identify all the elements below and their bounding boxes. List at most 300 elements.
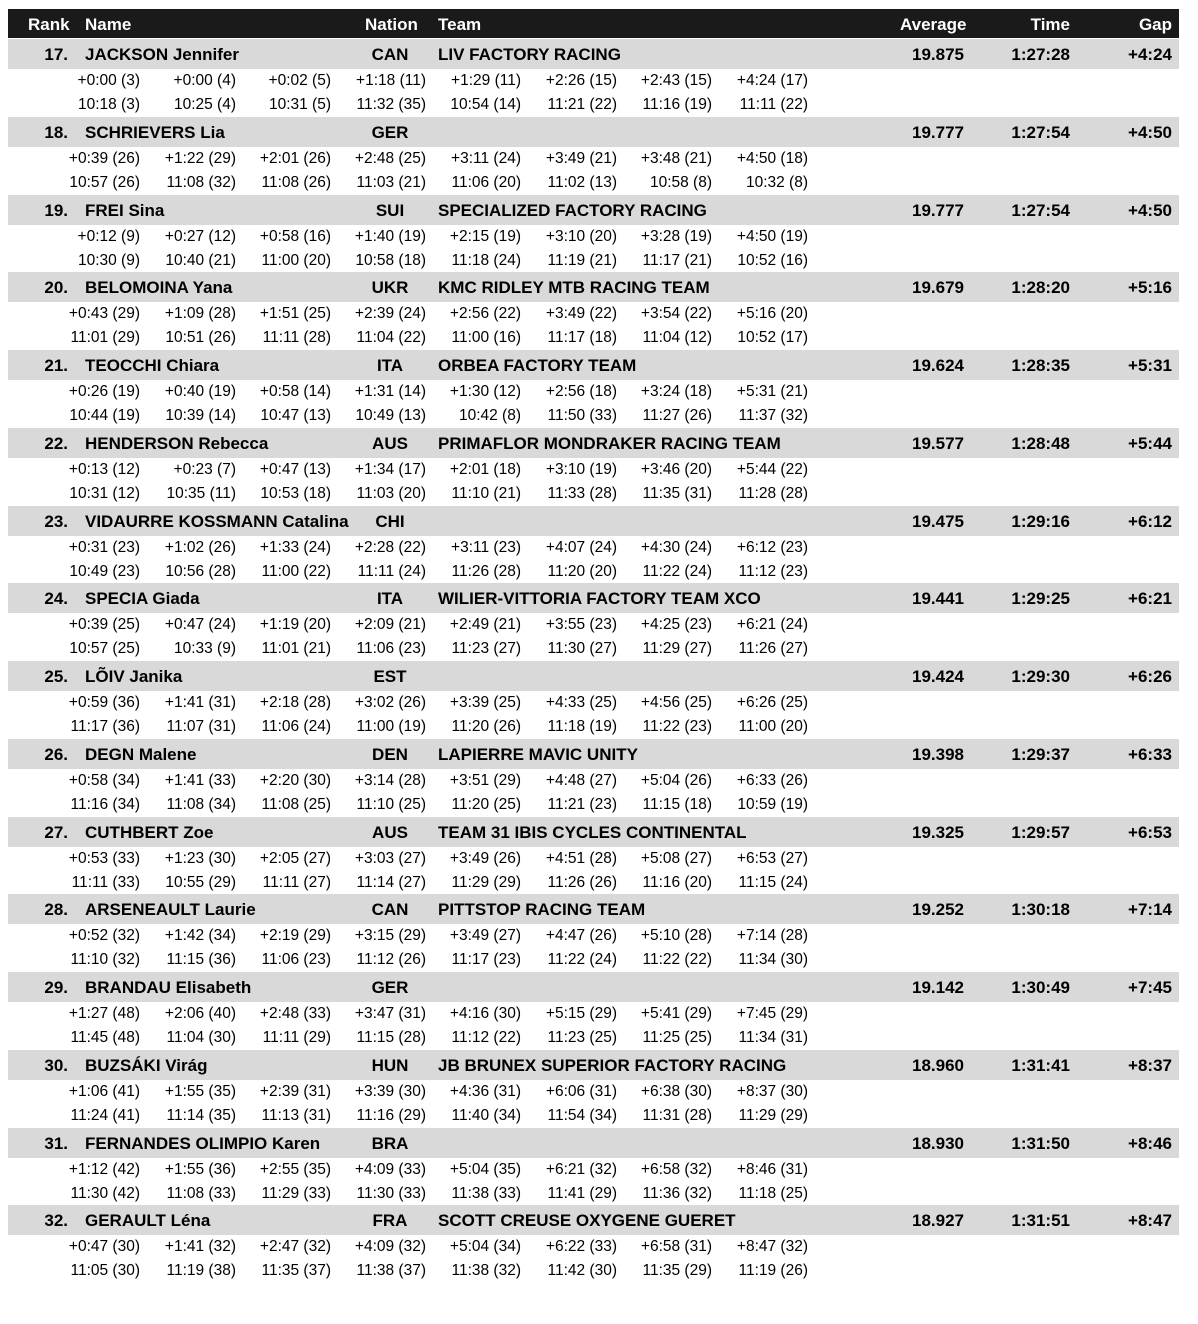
lap-gap-value: +4:24 (17) — [736, 72, 808, 89]
rider-rank: 20. — [44, 278, 68, 298]
lap-gap-value: +2:43 (15) — [640, 72, 712, 89]
lap-time-value: 11:36 (32) — [642, 1184, 712, 1202]
rider-nation: SUI — [375, 200, 405, 220]
rider-entry — [0, 972, 1198, 1050]
lap-time-value: 11:50 (33) — [547, 407, 617, 424]
lap-gap-row — [0, 1002, 1198, 1026]
lap-time-row — [0, 171, 1198, 195]
lap-gap-value: +8:47 (32) — [736, 1238, 808, 1256]
lap-gap-value: +4:36 (31) — [449, 1082, 521, 1100]
rider-gap: +5:31 — [1128, 356, 1172, 375]
lap-time-value: 11:20 (25) — [451, 795, 521, 813]
rider-team: JB BRUNEX SUPERIOR FACTORY RACING — [438, 1055, 787, 1075]
rider-rank: 18. — [44, 122, 68, 142]
lap-gap-value: +1:23 (30) — [164, 849, 236, 867]
lap-time-value: 11:19 (26) — [738, 1262, 808, 1280]
rider-rank: 32. — [44, 1211, 68, 1231]
rider-gap: +4:24 — [1128, 45, 1172, 64]
lap-time-value: 11:29 (29) — [451, 873, 521, 891]
lap-gap-value: +0:02 (5) — [268, 72, 331, 89]
rider-summary-row — [8, 972, 1179, 1002]
rider-time: 1:28:48 — [1011, 433, 1070, 453]
lap-time-value: 11:37 (32) — [738, 407, 808, 424]
lap-time-value: 11:20 (26) — [451, 718, 521, 735]
lap-gap-value: +6:38 (30) — [640, 1082, 712, 1100]
lap-time-value: 10:42 (8) — [458, 407, 521, 424]
lap-time-value: 11:16 (34) — [70, 795, 140, 813]
rider-rank: 24. — [44, 589, 68, 609]
rider-average: 19.475 — [912, 511, 964, 531]
lap-gap-row — [0, 147, 1198, 171]
lap-gap-value: +3:39 (30) — [354, 1082, 426, 1100]
rider-name: SPECIA Giada — [85, 589, 200, 609]
lap-gap-value: +1:02 (26) — [164, 538, 236, 556]
lap-time-value: 11:26 (27) — [738, 640, 808, 658]
lap-gap-value: +5:04 (34) — [449, 1238, 521, 1256]
lap-time-value: 11:18 (24) — [451, 251, 521, 269]
rider-entry — [0, 1050, 1198, 1128]
lap-gap-row — [0, 1080, 1198, 1104]
lap-gap-value: +1:12 (42) — [68, 1160, 140, 1178]
lap-time-row — [0, 637, 1198, 661]
lap-time-value: 11:22 (24) — [642, 562, 712, 580]
lap-gap-value: +2:48 (33) — [259, 1005, 331, 1022]
rider-summary-row — [8, 272, 1179, 302]
lap-gap-value: +3:54 (22) — [640, 305, 712, 323]
rider-name: FERNANDES OLIMPIO Karen — [85, 1133, 321, 1153]
lap-gap-value: +7:45 (29) — [736, 1005, 808, 1022]
lap-time-row — [0, 249, 1198, 273]
rider-rank: 28. — [44, 900, 68, 920]
rider-team: WILIER-VITTORIA FACTORY TEAM XCO — [438, 589, 761, 609]
lap-time-value: 10:32 (8) — [745, 173, 808, 191]
lap-time-value: 10:44 (19) — [69, 407, 140, 424]
lap-time-value: 11:25 (25) — [642, 1029, 712, 1046]
rider-average: 18.960 — [912, 1055, 964, 1075]
lap-gap-value: +1:55 (35) — [164, 1082, 236, 1100]
lap-gap-value: +1:22 (29) — [164, 149, 236, 167]
table-header — [8, 9, 1179, 38]
lap-gap-value: +5:08 (27) — [640, 849, 712, 867]
rider-team: KMC RIDLEY MTB RACING TEAM — [438, 278, 710, 298]
lap-gap-value: +6:12 (23) — [736, 538, 808, 556]
lap-time-value: 11:08 (26) — [261, 173, 331, 191]
rider-gap: +5:44 — [1128, 433, 1172, 453]
rider-gap: +6:26 — [1128, 667, 1172, 686]
lap-time-value: 11:23 (27) — [451, 640, 521, 658]
lap-gap-value: +1:41 (31) — [164, 694, 236, 711]
rider-nation: ITA — [376, 589, 404, 609]
rider-rank: 27. — [44, 822, 68, 842]
rider-average: 19.424 — [912, 667, 964, 686]
lap-time-value: 11:03 (21) — [356, 173, 426, 191]
lap-time-value: 11:18 (25) — [738, 1184, 808, 1202]
rider-gap: +6:21 — [1128, 589, 1172, 609]
rider-average: 18.930 — [912, 1133, 964, 1153]
lap-gap-value: +5:44 (22) — [736, 460, 808, 478]
lap-gap-value: +3:51 (29) — [449, 771, 521, 789]
rider-average: 18.927 — [912, 1211, 964, 1231]
rider-name: BELOMOINA Yana — [85, 278, 233, 298]
lap-time-value: 11:21 (22) — [547, 96, 617, 113]
lap-time-value: 11:11 (33) — [71, 873, 140, 891]
lap-gap-value: +2:09 (21) — [354, 616, 426, 634]
rider-gap: +6:12 — [1128, 511, 1172, 531]
lap-time-value: 11:07 (31) — [166, 718, 236, 735]
rider-time: 1:27:54 — [1011, 200, 1070, 220]
lap-time-value: 10:52 (17) — [737, 329, 808, 347]
lap-time-value: 11:38 (37) — [356, 1262, 426, 1280]
rider-nation: GER — [371, 122, 409, 142]
rider-nation: EST — [373, 667, 407, 686]
lap-gap-row — [0, 1158, 1198, 1182]
rider-nation: CAN — [371, 45, 409, 64]
rider-entry — [0, 739, 1198, 817]
average-column-header: Average — [900, 15, 967, 34]
lap-time-value: 10:18 (3) — [77, 96, 140, 113]
lap-time-value: 10:31 (12) — [69, 484, 140, 502]
rider-gap: +4:50 — [1128, 122, 1172, 142]
lap-gap-value: +4:50 (18) — [736, 149, 808, 167]
rider-gap: +8:46 — [1128, 1133, 1172, 1153]
lap-time-value: 11:15 (18) — [642, 795, 712, 813]
rider-gap: +8:47 — [1128, 1211, 1172, 1231]
lap-gap-value: +0:52 (32) — [68, 927, 140, 945]
rider-rank: 25. — [44, 667, 68, 686]
lap-time-value: 11:38 (32) — [451, 1262, 521, 1280]
rider-time: 1:30:18 — [1011, 900, 1070, 920]
lap-gap-value: +6:22 (33) — [545, 1238, 617, 1256]
lap-gap-value: +1:19 (20) — [259, 616, 331, 634]
lap-time-value: 11:32 (35) — [356, 96, 426, 113]
lap-gap-value: +1:30 (12) — [449, 383, 521, 400]
lap-gap-value: +3:49 (26) — [449, 849, 521, 867]
lap-gap-row — [0, 847, 1198, 871]
lap-gap-value: +1:55 (36) — [164, 1160, 236, 1178]
rider-name: HENDERSON Rebecca — [85, 433, 269, 453]
lap-gap-value: +4:51 (28) — [545, 849, 617, 867]
lap-gap-value: +4:09 (32) — [354, 1238, 426, 1256]
nation-column-header: Nation — [365, 15, 418, 34]
lap-gap-value: +1:51 (25) — [259, 305, 331, 323]
lap-time-value: 11:26 (26) — [547, 873, 617, 891]
rider-gap: +6:33 — [1128, 744, 1172, 764]
lap-time-value: 11:00 (16) — [451, 329, 521, 347]
lap-time-row — [0, 948, 1198, 972]
lap-time-value: 11:14 (35) — [166, 1106, 236, 1124]
lap-time-value: 11:16 (20) — [642, 873, 712, 891]
lap-time-value: 11:31 (28) — [642, 1106, 712, 1124]
lap-gap-value: +3:10 (20) — [545, 227, 617, 245]
lap-time-value: 11:23 (25) — [547, 1029, 617, 1046]
lap-time-row — [0, 93, 1198, 117]
lap-gap-value: +4:47 (26) — [545, 927, 617, 945]
lap-time-value: 10:30 (9) — [77, 251, 140, 269]
lap-time-value: 10:47 (13) — [260, 407, 331, 424]
lap-time-value: 10:35 (11) — [166, 484, 236, 502]
rider-summary-row — [8, 195, 1179, 225]
lap-time-value: 11:21 (23) — [547, 795, 617, 813]
lap-time-value: 10:56 (28) — [165, 562, 236, 580]
rider-entry — [0, 39, 1198, 117]
lap-time-value: 11:35 (31) — [642, 484, 712, 502]
rider-entry — [0, 817, 1198, 895]
lap-time-value: 11:35 (29) — [642, 1262, 712, 1280]
lap-gap-value: +1:34 (17) — [354, 460, 426, 478]
rider-name: GERAULT Léna — [85, 1211, 211, 1231]
rider-name: BRANDAU Elisabeth — [85, 978, 252, 997]
lap-gap-row — [0, 1235, 1198, 1259]
lap-time-value: 10:57 (25) — [69, 640, 140, 658]
rider-summary-row — [8, 1128, 1179, 1158]
rider-entry — [0, 428, 1198, 506]
lap-gap-value: +6:58 (32) — [640, 1160, 712, 1178]
lap-gap-value: +0:26 (19) — [68, 383, 140, 400]
lap-gap-value: +6:53 (27) — [736, 849, 808, 867]
lap-time-value: 11:04 (30) — [166, 1029, 236, 1046]
lap-time-value: 10:54 (14) — [450, 96, 521, 113]
lap-gap-value: +1:41 (33) — [164, 771, 236, 789]
rider-rank: 19. — [44, 200, 68, 220]
lap-gap-value: +2:55 (35) — [259, 1160, 331, 1178]
lap-gap-value: +0:58 (14) — [259, 383, 331, 400]
lap-time-value: 11:02 (13) — [547, 173, 617, 191]
lap-time-value: 11:06 (20) — [451, 173, 521, 191]
lap-time-value: 11:04 (12) — [642, 329, 712, 347]
lap-time-value: 10:49 (23) — [69, 562, 140, 580]
lap-time-value: 11:08 (32) — [166, 173, 236, 191]
lap-time-value: 11:00 (22) — [261, 562, 331, 580]
lap-gap-value: +2:56 (18) — [545, 383, 617, 400]
lap-time-value: 11:06 (24) — [261, 718, 331, 735]
rider-average: 19.252 — [912, 900, 964, 920]
lap-time-value: 10:59 (19) — [737, 795, 808, 813]
rider-nation: BRA — [371, 1133, 409, 1153]
time-column-header: Time — [1030, 15, 1070, 34]
rider-nation: UKR — [371, 278, 409, 298]
rider-average: 19.142 — [912, 978, 964, 997]
rider-team: LAPIERRE MAVIC UNITY — [438, 744, 638, 764]
gap-column-header: Gap — [1138, 15, 1172, 34]
lap-time-value: 11:54 (34) — [547, 1106, 617, 1124]
lap-gap-row — [0, 380, 1198, 404]
rider-team: LIV FACTORY RACING — [438, 45, 621, 64]
lap-gap-value: +5:41 (29) — [640, 1005, 712, 1022]
rider-entry — [0, 894, 1198, 972]
rider-rank: 26. — [44, 744, 68, 764]
lap-time-value: 11:05 (30) — [70, 1262, 140, 1280]
rider-time: 1:31:50 — [1011, 1133, 1070, 1153]
lap-time-row — [0, 326, 1198, 350]
lap-time-value: 10:52 (16) — [737, 251, 808, 269]
rider-rank: 29. — [44, 978, 68, 997]
lap-time-value: 11:11 (29) — [262, 1029, 331, 1046]
rider-nation: ITA — [376, 356, 404, 375]
lap-time-value: 11:29 (33) — [261, 1184, 331, 1202]
lap-gap-value: +3:11 (23) — [451, 538, 521, 556]
rider-nation: DEN — [372, 744, 408, 764]
rider-summary-row — [8, 817, 1179, 847]
rider-summary-row — [8, 39, 1179, 69]
lap-gap-value: +2:56 (22) — [449, 305, 521, 323]
lap-gap-value: +0:53 (33) — [68, 849, 140, 867]
lap-gap-value: +3:24 (18) — [640, 383, 712, 400]
lap-time-value: 11:04 (22) — [356, 329, 426, 347]
rider-time: 1:31:41 — [1011, 1055, 1070, 1075]
lap-gap-value: +0:31 (23) — [68, 538, 140, 556]
lap-gap-value: +0:39 (25) — [68, 616, 140, 634]
lap-gap-value: +0:58 (34) — [68, 771, 140, 789]
lap-gap-value: +6:26 (25) — [736, 694, 808, 711]
lap-gap-value: +3:49 (27) — [449, 927, 521, 945]
rider-entry — [0, 117, 1198, 195]
lap-gap-value: +1:42 (34) — [164, 927, 236, 945]
lap-time-value: 11:01 (29) — [70, 329, 140, 347]
rider-average: 19.577 — [912, 433, 964, 453]
lap-gap-value: +3:49 (21) — [545, 149, 617, 167]
lap-time-row — [0, 482, 1198, 506]
lap-time-value: 11:27 (26) — [642, 407, 712, 424]
lap-gap-value: +3:15 (29) — [354, 927, 426, 945]
lap-gap-value: +6:21 (32) — [545, 1160, 617, 1178]
lap-gap-value: +6:33 (26) — [736, 771, 808, 789]
lap-gap-value: +5:04 (35) — [449, 1160, 521, 1178]
rider-average: 19.624 — [912, 356, 964, 375]
rider-summary-row — [8, 117, 1179, 147]
lap-time-value: 11:11 (27) — [262, 873, 331, 891]
lap-time-value: 11:40 (34) — [451, 1106, 521, 1124]
rider-name: SCHRIEVERS Lia — [85, 122, 225, 142]
rider-gap: +4:50 — [1128, 200, 1172, 220]
lap-time-value: 11:24 (41) — [70, 1106, 140, 1124]
lap-gap-value: +2:20 (30) — [259, 771, 331, 789]
lap-time-value: 11:38 (33) — [451, 1184, 521, 1202]
lap-gap-value: +3:10 (19) — [545, 460, 617, 478]
rider-entry — [0, 1205, 1198, 1283]
rider-time: 1:29:16 — [1011, 511, 1070, 531]
rider-time: 1:30:49 — [1011, 978, 1070, 997]
lap-time-value: 11:01 (21) — [261, 640, 331, 658]
lap-gap-value: +2:06 (40) — [164, 1005, 236, 1022]
lap-gap-value: +0:47 (30) — [68, 1238, 140, 1256]
rider-time: 1:29:30 — [1011, 667, 1070, 686]
rider-gap: +6:53 — [1128, 822, 1172, 842]
lap-time-value: 11:33 (28) — [547, 484, 617, 502]
lap-gap-value: +0:12 (9) — [77, 227, 140, 245]
rider-rank: 30. — [44, 1055, 68, 1075]
team-column-header: Team — [438, 15, 482, 34]
rider-entry — [0, 195, 1198, 273]
rider-entry — [0, 272, 1198, 350]
lap-time-row — [0, 871, 1198, 895]
lap-time-value: 11:11 (22) — [739, 96, 808, 113]
rider-summary-row — [8, 428, 1179, 458]
rank-column-header: Rank — [28, 15, 70, 34]
lap-gap-value: +2:47 (32) — [259, 1238, 331, 1256]
lap-gap-value: +2:48 (25) — [354, 149, 426, 167]
lap-gap-value: +8:46 (31) — [736, 1160, 808, 1178]
lap-gap-row — [0, 536, 1198, 560]
lap-time-value: 11:34 (30) — [738, 951, 808, 969]
rider-summary-row — [8, 1050, 1179, 1080]
lap-time-value: 10:57 (26) — [69, 173, 140, 191]
rider-nation: AUS — [372, 433, 408, 453]
lap-gap-value: +1:06 (41) — [68, 1082, 140, 1100]
rider-entry — [0, 661, 1198, 739]
lap-time-value: 11:15 (36) — [166, 951, 236, 969]
lap-gap-value: +1:29 (11) — [451, 72, 521, 89]
lap-gap-value: +2:28 (22) — [354, 538, 426, 556]
lap-gap-row — [0, 691, 1198, 715]
lap-time-value: 10:53 (18) — [260, 484, 331, 502]
lap-gap-value: +0:43 (29) — [68, 305, 140, 323]
lap-gap-value: +1:18 (11) — [356, 72, 426, 89]
rider-gap: +8:37 — [1128, 1055, 1172, 1075]
lap-gap-value: +0:59 (36) — [68, 694, 140, 711]
lap-time-value: 11:30 (33) — [356, 1184, 426, 1202]
rider-rank: 23. — [44, 511, 68, 531]
lap-time-row — [0, 715, 1198, 739]
lap-gap-row — [0, 458, 1198, 482]
lap-time-value: 11:12 (22) — [451, 1029, 521, 1046]
lap-gap-value: +3:39 (25) — [449, 694, 521, 711]
lap-gap-value: +2:26 (15) — [545, 72, 617, 89]
lap-time-row — [0, 560, 1198, 584]
lap-time-row — [0, 1182, 1198, 1206]
lap-gap-value: +4:48 (27) — [545, 771, 617, 789]
rider-rank: 21. — [44, 356, 68, 375]
lap-time-value: 10:33 (9) — [173, 640, 236, 658]
lap-gap-value: +5:31 (21) — [736, 383, 808, 400]
rider-name: VIDAURRE KOSSMANN Catalina — [85, 511, 349, 531]
lap-gap-value: +3:55 (23) — [545, 616, 617, 634]
lap-gap-value: +0:39 (26) — [68, 149, 140, 167]
lap-gap-value: +0:00 (3) — [77, 72, 140, 89]
rider-name: TEOCCHI Chiara — [85, 356, 220, 375]
lap-gap-value: +0:00 (4) — [173, 72, 236, 89]
lap-time-value: 11:08 (25) — [261, 795, 331, 813]
rider-time: 1:29:25 — [1011, 589, 1070, 609]
rider-rank: 22. — [44, 433, 68, 453]
rider-average: 19.398 — [912, 744, 964, 764]
lap-gap-row — [0, 924, 1198, 948]
lap-time-value: 10:40 (21) — [165, 251, 236, 269]
lap-time-value: 10:49 (13) — [355, 407, 426, 424]
lap-gap-value: +3:46 (20) — [640, 460, 712, 478]
lap-gap-value: +6:06 (31) — [545, 1082, 617, 1100]
rider-summary-row — [8, 506, 1179, 536]
lap-time-value: 11:11 (28) — [262, 329, 331, 347]
lap-time-value: 11:29 (29) — [738, 1106, 808, 1124]
rider-nation: CHI — [375, 511, 405, 531]
rider-nation: CAN — [371, 900, 409, 920]
lap-time-value: 11:00 (19) — [356, 718, 426, 735]
lap-time-value: 11:08 (33) — [166, 1184, 236, 1202]
lap-gap-row — [0, 225, 1198, 249]
rider-gap: +7:14 — [1128, 900, 1172, 920]
lap-time-value: 11:22 (24) — [547, 951, 617, 969]
lap-gap-value: +0:40 (19) — [164, 383, 236, 400]
lap-gap-value: +4:09 (33) — [354, 1160, 426, 1178]
rider-name: ARSENEAULT Laurie — [85, 900, 256, 920]
lap-time-value: 11:06 (23) — [356, 640, 426, 658]
lap-gap-value: +4:25 (23) — [640, 616, 712, 634]
lap-time-value: 10:39 (14) — [165, 407, 236, 424]
lap-gap-value: +6:58 (31) — [640, 1238, 712, 1256]
lap-time-value: 11:17 (36) — [70, 718, 140, 735]
lap-time-value: 11:15 (28) — [356, 1029, 426, 1046]
rider-time: 1:27:28 — [1011, 45, 1070, 64]
